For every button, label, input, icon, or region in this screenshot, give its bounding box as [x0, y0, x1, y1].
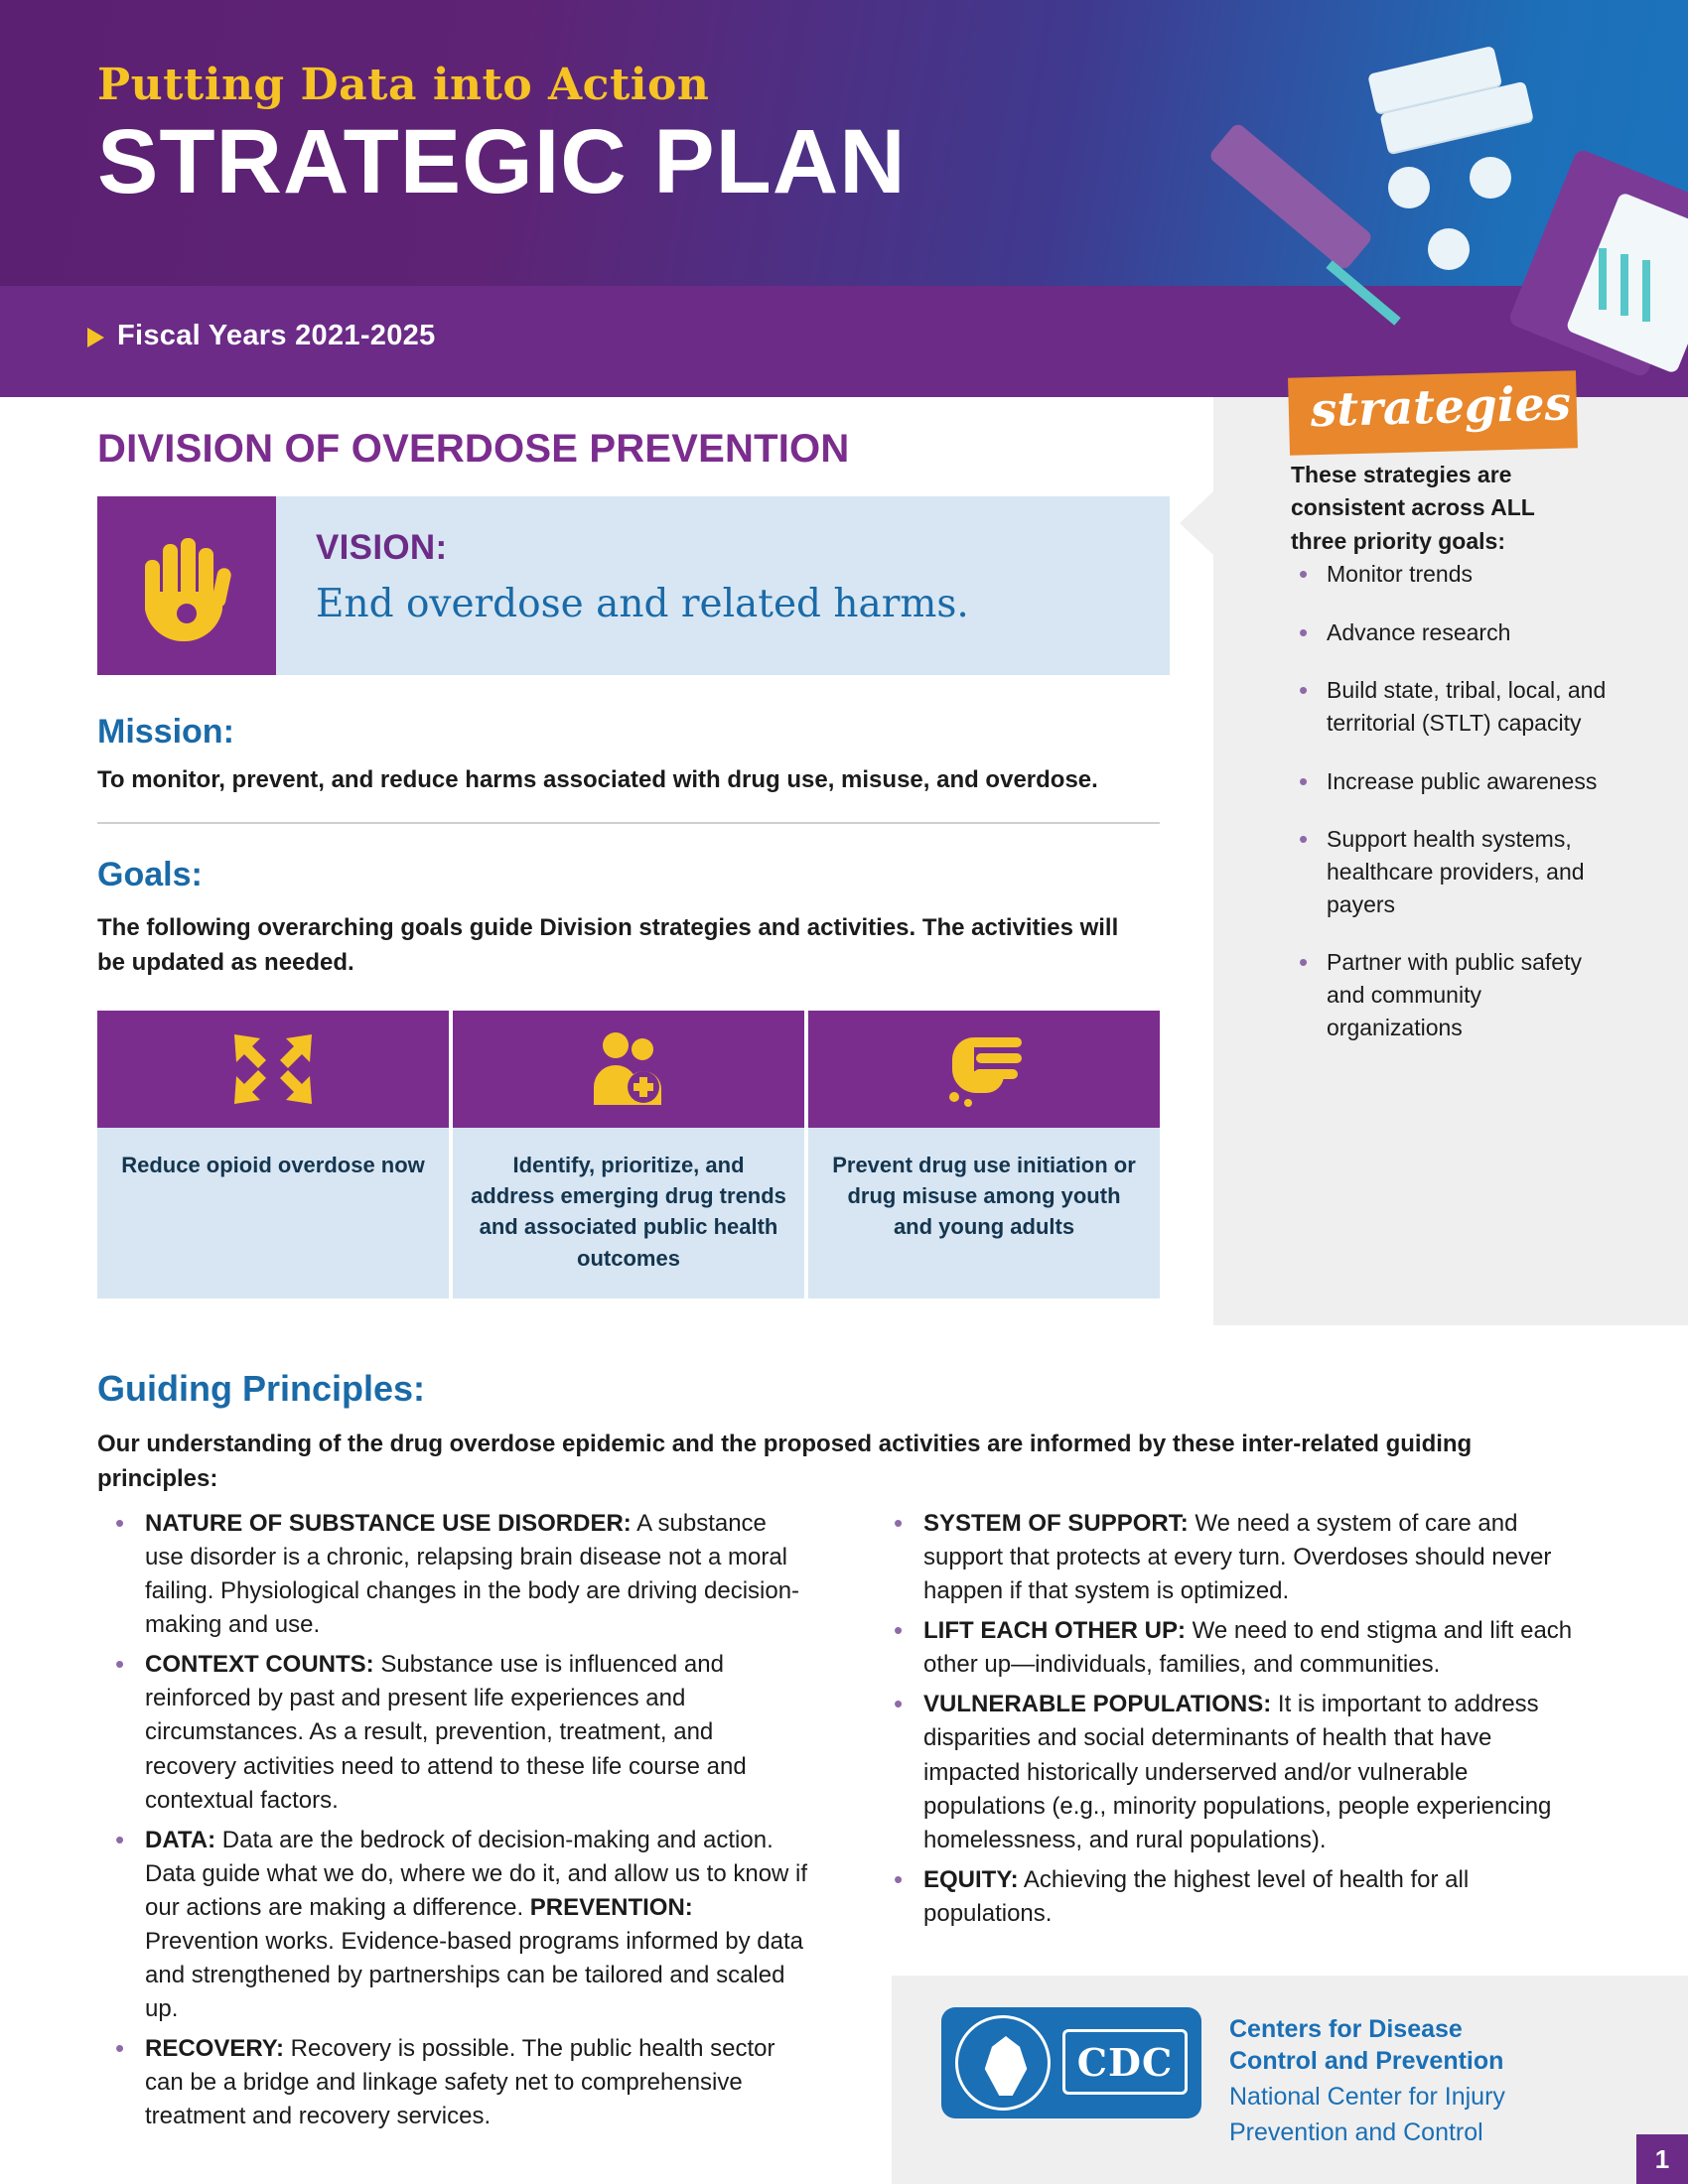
tablet-icon-1 — [1388, 167, 1430, 208]
principle-text: Data are the bedrock of decision-making and action. Data guide what we do, where we do it, and allow us to know if our actions are making a difference. — [145, 1826, 808, 1921]
goal-card-2 — [453, 1011, 804, 1298]
stripe-2 — [1620, 254, 1628, 316]
cdc-sub-line-1: National Center for Injury — [1229, 2083, 1505, 2111]
list-item — [97, 1824, 808, 2026]
list-item — [97, 1648, 808, 1817]
syringe-icon — [1207, 122, 1373, 272]
tablet-icon-2 — [1470, 157, 1511, 199]
principle-term: DATA: — [145, 1826, 216, 1853]
strategies-badge — [1288, 370, 1578, 456]
goals-heading: Goals: — [97, 856, 203, 893]
list-item: • Advance research — [1291, 616, 1609, 649]
list-item: • Support health systems, healthcare providers, and payers — [1291, 823, 1609, 920]
hhs-eagle-icon — [978, 2036, 1034, 2096]
vision-text-box — [276, 496, 1170, 675]
cdc-wordmark: CDC — [1076, 2039, 1174, 2085]
tablet-icon-3 — [1428, 228, 1470, 270]
goal-label-cell-1 — [97, 1128, 449, 1298]
goal-card-1 — [97, 1011, 449, 1298]
fiscal-years-label: Fiscal Years 2021-2025 — [117, 320, 436, 351]
list-item — [97, 1507, 808, 1642]
principle-text: Substance use is influenced and reinforced by past and present life experiences and circumstances. As a result, prevention, treatment, and recovery activities need to attend to these life course and contextual factors. — [145, 1651, 747, 1814]
goal-label-3: Prevent drug use initiation or drug misuse among youth and young adults — [832, 1153, 1136, 1240]
list-item — [876, 1507, 1587, 1608]
principle-text: Recovery is possible. The public health sector can be a bridge and linkage safety net to comprehensive treatment and recovery services. — [145, 2035, 775, 2130]
strategies-badge-label: strategies — [1310, 376, 1572, 439]
goal-card-3 — [808, 1011, 1160, 1298]
cdc-wordmark-box — [1062, 2029, 1188, 2095]
list-item — [876, 1863, 1587, 1931]
mission-heading: Mission: — [97, 713, 234, 751]
hand-stop-icon — [940, 1031, 1028, 1107]
arrows-converge-icon — [230, 1030, 316, 1108]
cdc-logo — [941, 2007, 1201, 2118]
goal-icon-tile-1 — [97, 1011, 449, 1128]
goals-grid — [97, 1011, 1160, 1298]
guiding-principles-left-column — [97, 1507, 808, 2139]
guiding-principles-intro: Our understanding of the drug overdose epidemic and the proposed activities are informed by these inter-related guiding principles: — [97, 1431, 1473, 1492]
principle-text: It is important to address disparities and social determinants of health that have impacted historically underserved and/or vulnerable populations (e.g., minority populations, people experiencing homelessness, and rural populations). — [923, 1691, 1552, 1853]
principle-text: We need to end stigma and lift each other up—individuals, families, and communities. — [923, 1617, 1573, 1679]
principle-text: We need a system of care and support that protects at every turn. Overdoses should never happen if that system is optimized. — [923, 1510, 1552, 1605]
strategies-panel-notch — [1180, 491, 1213, 555]
people-medical-icon — [586, 1029, 671, 1109]
guiding-principles-heading: Guiding Principles: — [97, 1368, 426, 1409]
hand-icon — [137, 530, 236, 641]
vision-statement: End overdose and related harms. — [316, 582, 969, 626]
principle-text: A substance use disorder is a chronic, relapsing brain disease not a moral failing. Physiological changes in the body are driving decision-making and use. — [145, 1510, 800, 1639]
goal-label-1: Reduce opioid overdose now — [121, 1153, 425, 1177]
goal-icon-tile-3 — [808, 1011, 1160, 1128]
cdc-sub-line-2: Prevention and Control — [1229, 2118, 1483, 2146]
cdc-org-line-1: Centers for Disease — [1229, 2015, 1463, 2043]
hhs-seal-icon — [955, 2015, 1051, 2111]
goal-label-2: Identify, prioritize, and address emerging drug trends and associated public health outcomes — [471, 1153, 786, 1271]
goal-label-cell-2 — [453, 1128, 804, 1298]
principle-term: LIFT EACH OTHER UP: — [923, 1617, 1186, 1645]
vision-block — [97, 496, 1170, 675]
principle-text: Achieving the highest level of health for all populations. — [923, 1865, 1470, 1927]
strategies-list — [1291, 558, 1609, 1069]
principle-term: CONTEXT COUNTS: — [145, 1651, 374, 1679]
cdc-agency-text — [1229, 2013, 1656, 2148]
mission-text: To monitor, prevent, and reduce harms associated with drug use, misuse, and overdose. — [97, 766, 1098, 793]
division-title: DIVISION OF OVERDOSE PREVENTION — [97, 427, 850, 471]
triangle-icon — [87, 328, 104, 347]
header-banner — [0, 0, 1688, 397]
header-decorative-art — [1172, 0, 1688, 397]
vision-label: VISION: — [316, 528, 448, 567]
list-item — [97, 2032, 808, 2133]
needle-icon — [1326, 260, 1400, 326]
principle-text-2: Prevention works. Evidence-based programs informed by data and strengthened by partnerships can be tailored and scaled up. — [145, 1927, 803, 2023]
goal-label-cell-3 — [808, 1128, 1160, 1298]
list-item: • Partner with public safety and community organizations — [1291, 946, 1609, 1043]
page-number: 1 — [1636, 2134, 1688, 2184]
principle-term: SYSTEM OF SUPPORT: — [923, 1510, 1189, 1537]
cdc-org-line-2: Control and Prevention — [1229, 2047, 1504, 2075]
list-item: • Increase public awareness — [1291, 765, 1609, 798]
stripe-3 — [1642, 260, 1650, 322]
header-eyebrow: Putting Data into Action — [97, 60, 710, 110]
page-title: STRATEGIC PLAN — [97, 111, 907, 212]
section-divider — [97, 822, 1160, 824]
principle-term-2: PREVENTION: — [529, 1893, 693, 1921]
list-item: • Build state, tribal, local, and territorial (STLT) capacity — [1291, 674, 1609, 739]
vision-icon-tile — [97, 496, 276, 675]
stripe-1 — [1599, 248, 1607, 310]
goal-icon-tile-2 — [453, 1011, 804, 1128]
list-item — [876, 1614, 1587, 1682]
strategies-intro: These strategies are consistent across ALL three priority goals: — [1291, 462, 1535, 554]
list-item — [876, 1688, 1587, 1856]
principle-term: VULNERABLE POPULATIONS: — [923, 1691, 1272, 1718]
principle-term: RECOVERY: — [145, 2035, 285, 2063]
principle-term: EQUITY: — [923, 1865, 1019, 1893]
list-item: • Monitor trends — [1291, 558, 1609, 591]
principle-term: NATURE OF SUBSTANCE USE DISORDER: — [145, 1510, 632, 1537]
goals-intro: The following overarching goals guide Division strategies and activities. The activities will be updated as needed. — [97, 914, 1119, 976]
